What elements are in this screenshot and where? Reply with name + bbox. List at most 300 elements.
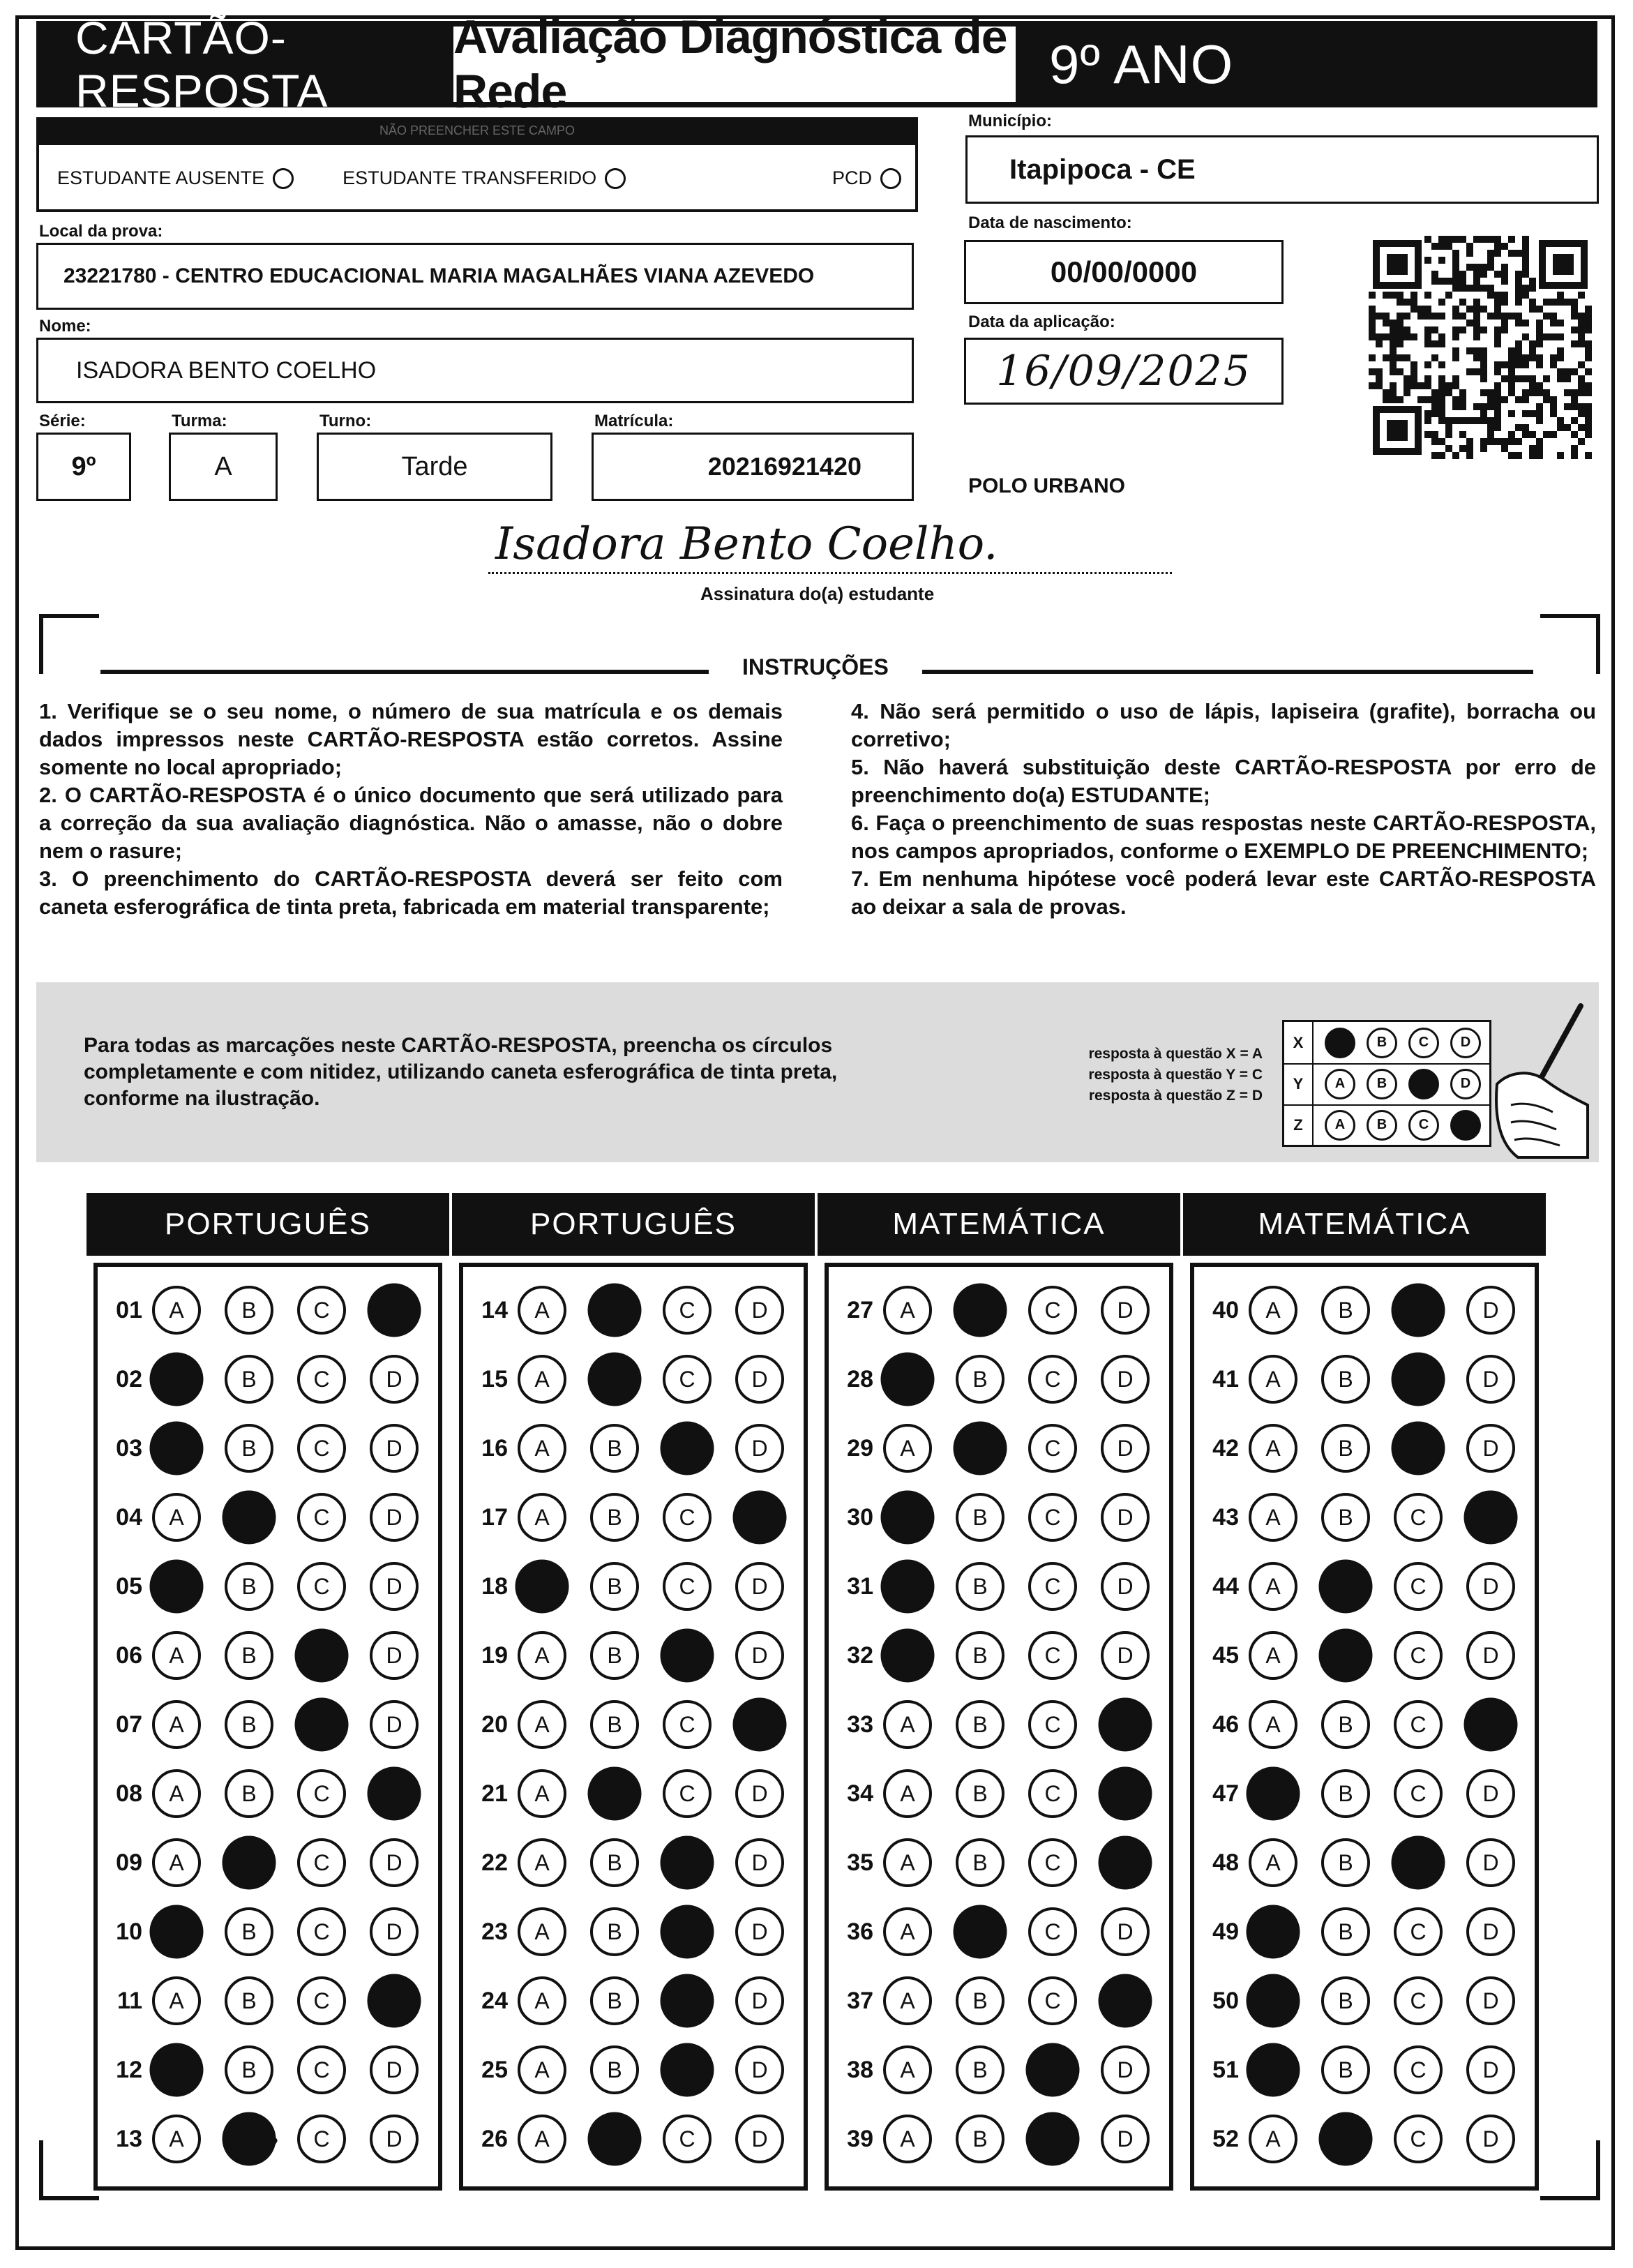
answer-bubble[interactable]: A — [518, 1769, 566, 1818]
answer-bubble[interactable]: A — [1249, 1355, 1297, 1404]
qr-module — [1438, 333, 1445, 340]
qr-module — [1369, 320, 1376, 326]
qr-module — [1557, 424, 1564, 431]
qr-module — [1480, 347, 1487, 354]
qr-module — [1578, 313, 1585, 320]
nome-label: Nome: — [39, 317, 91, 336]
answer-bubble[interactable]: B — [956, 2115, 1004, 2163]
answer-bubble[interactable]: C — [297, 1424, 346, 1473]
answer-bubble[interactable]: A — [1249, 1286, 1297, 1335]
qr-module — [1459, 326, 1466, 333]
answer-bubble-filled[interactable]: A — [150, 1353, 204, 1406]
answer-bubble[interactable]: B — [590, 1976, 639, 2025]
question-row — [102, 1973, 419, 2029]
answer-bubble[interactable]: D — [735, 1838, 784, 1887]
answer-bubble-filled[interactable]: B — [1319, 1560, 1373, 1614]
answer-bubble[interactable]: B — [956, 1562, 1004, 1611]
answer-bubble[interactable]: D — [1101, 2045, 1150, 2094]
answer-bubble[interactable]: B — [1321, 2045, 1370, 2094]
answer-bubble[interactable]: A — [518, 1700, 566, 1749]
qr-module — [1438, 236, 1445, 243]
answer-bubble[interactable]: B — [590, 1562, 639, 1611]
answer-bubble[interactable]: A — [883, 1424, 932, 1473]
qr-module — [1410, 375, 1417, 382]
qr-module — [1501, 375, 1508, 382]
instructions-title: INSTRUÇÕES — [709, 654, 922, 680]
answer-bubble[interactable]: D — [735, 2045, 784, 2094]
answer-bubble[interactable]: D — [1466, 1355, 1515, 1404]
absent-circle[interactable] — [273, 168, 294, 189]
answer-bubble[interactable]: A — [152, 1769, 201, 1818]
qr-module — [1529, 347, 1536, 354]
answer-bubble[interactable]: D — [1466, 1562, 1515, 1611]
card-title — [36, 12, 448, 117]
answer-bubble-filled[interactable]: D — [1099, 1974, 1152, 2028]
answer-bubble-filled[interactable]: D — [368, 1767, 421, 1821]
answer-bubble[interactable]: A — [1249, 1631, 1297, 1680]
question-row — [467, 1766, 784, 1822]
answer-bubble[interactable]: D — [735, 1562, 784, 1611]
answer-bubble[interactable]: A — [518, 1355, 566, 1404]
answer-bubble[interactable]: B — [956, 1976, 1004, 2025]
answer-bubble-filled[interactable]: A — [1247, 2043, 1300, 2097]
qr-module — [1459, 389, 1466, 396]
answer-bubble[interactable]: B — [956, 1631, 1004, 1680]
answer-bubble[interactable]: D — [370, 1493, 419, 1542]
qr-module — [1508, 347, 1515, 354]
answer-bubble[interactable]: C — [1028, 1838, 1077, 1887]
answer-bubble[interactable]: D — [370, 1838, 419, 1887]
qr-module — [1515, 278, 1522, 285]
question-row — [1198, 1559, 1515, 1614]
qr-module — [1508, 431, 1515, 438]
qr-module — [1431, 313, 1438, 320]
answer-bubble[interactable]: C — [297, 1286, 346, 1335]
answer-bubble-filled[interactable]: B — [588, 1767, 642, 1821]
qr-module — [1585, 417, 1592, 424]
qr-module — [1410, 382, 1417, 389]
answer-bubble[interactable]: B — [1321, 1286, 1370, 1335]
answer-bubble[interactable]: D — [370, 1424, 419, 1473]
answer-bubble-filled[interactable]: C — [661, 1629, 714, 1683]
qr-module — [1557, 452, 1564, 459]
answer-bubble[interactable]: B — [956, 2045, 1004, 2094]
answer-bubble[interactable]: B — [1321, 1976, 1370, 2025]
answer-bubble-filled[interactable]: B — [588, 1284, 642, 1337]
answer-bubble-filled[interactable]: C — [1392, 1836, 1445, 1890]
answer-bubble[interactable]: C — [663, 1562, 712, 1611]
answer-bubble-filled[interactable]: C — [661, 1974, 714, 2028]
question-row — [833, 1420, 1150, 1476]
question-number: 25 — [481, 2056, 508, 2083]
answer-bubble-filled[interactable]: B — [954, 1284, 1007, 1337]
answer-bubble[interactable]: A — [518, 1286, 566, 1335]
answer-bubble[interactable]: C — [1394, 1631, 1443, 1680]
municipio-label: Município: — [968, 112, 1052, 130]
answer-bubble[interactable]: C — [1028, 1700, 1077, 1749]
answer-bubble[interactable]: A — [518, 2115, 566, 2163]
answer-bubble-filled[interactable]: B — [1319, 2112, 1373, 2166]
answer-bubble[interactable]: A — [152, 1700, 201, 1749]
answer-bubble[interactable]: B — [590, 1631, 639, 1680]
qr-module — [1452, 250, 1459, 257]
qr-module — [1438, 452, 1445, 459]
answer-bubble[interactable]: C — [297, 2045, 346, 2094]
answer-bubble[interactable]: D — [735, 1907, 784, 1956]
answer-bubble[interactable]: D — [370, 2115, 419, 2163]
answer-bubble[interactable]: C — [1028, 1286, 1077, 1335]
transferred-circle[interactable] — [605, 168, 626, 189]
answer-bubble[interactable]: C — [663, 1493, 712, 1542]
answer-bubble-filled[interactable]: C — [295, 1629, 349, 1683]
answer-bubble[interactable]: B — [590, 1838, 639, 1887]
answer-bubble-filled[interactable]: C — [1392, 1422, 1445, 1475]
answer-bubble-filled[interactable]: B — [954, 1905, 1007, 1959]
answer-bubble[interactable]: C — [297, 1976, 346, 2025]
question-row — [467, 1697, 784, 1752]
answer-bubble-filled[interactable]: C — [1026, 2043, 1080, 2097]
qr-module — [1536, 438, 1543, 445]
answer-bubble[interactable]: D — [1466, 1907, 1515, 1956]
answer-bubble-filled[interactable]: D — [368, 1974, 421, 2028]
answer-bubble-filled[interactable]: A — [1247, 1905, 1300, 1959]
question-row — [1198, 2042, 1515, 2098]
answer-bubble-filled[interactable]: B — [223, 1836, 276, 1890]
answer-bubble[interactable]: A — [1249, 1424, 1297, 1473]
question-row — [102, 1904, 419, 1960]
answer-bubble-filled[interactable]: D — [733, 1698, 787, 1752]
answer-bubble[interactable]: A — [518, 1907, 566, 1956]
answer-bubble[interactable]: B — [225, 1769, 273, 1818]
answer-bubble[interactable]: D — [735, 1976, 784, 2025]
answer-bubble[interactable]: A — [883, 1838, 932, 1887]
qr-module — [1501, 445, 1508, 452]
answer-bubble[interactable]: D — [1466, 2045, 1515, 2094]
answer-bubble[interactable]: A — [518, 1631, 566, 1680]
answer-bubble[interactable]: D — [370, 1562, 419, 1611]
qr-module — [1543, 313, 1550, 320]
answer-bubble[interactable]: B — [1321, 1700, 1370, 1749]
answer-bubble[interactable]: C — [1394, 1700, 1443, 1749]
answer-bubble[interactable]: D — [1101, 1631, 1150, 1680]
answer-bubble[interactable]: C — [1394, 1769, 1443, 1818]
qr-module — [1473, 320, 1480, 326]
qr-module — [1417, 382, 1424, 389]
answer-bubble[interactable]: C — [297, 1769, 346, 1818]
answer-bubble-filled[interactable]: C — [661, 2043, 714, 2097]
answer-bubble[interactable]: A — [1249, 1838, 1297, 1887]
answer-bubble-filled[interactable]: A — [881, 1353, 935, 1406]
answer-bubble-filled[interactable]: B — [954, 1422, 1007, 1475]
answer-bubble-filled[interactable]: C — [1026, 2112, 1080, 2166]
grade-title — [1021, 21, 1597, 107]
answer-bubble[interactable]: D — [1101, 1355, 1150, 1404]
answer-bubble[interactable]: A — [518, 2045, 566, 2094]
qr-module — [1550, 396, 1557, 403]
answer-bubble-filled[interactable]: C — [295, 1698, 349, 1752]
answer-bubble[interactable]: B — [590, 1700, 639, 1749]
answer-bubble[interactable]: D — [1101, 2115, 1150, 2163]
answer-bubble[interactable]: D — [735, 1769, 784, 1818]
answer-bubble[interactable]: A — [883, 1769, 932, 1818]
answer-bubble[interactable]: A — [883, 1907, 932, 1956]
answer-bubble[interactable]: B — [956, 1700, 1004, 1749]
answer-bubble-filled[interactable]: D — [1099, 1836, 1152, 1890]
answer-bubble-filled[interactable]: B — [588, 1353, 642, 1406]
answer-bubble[interactable]: D — [1466, 1631, 1515, 1680]
answer-bubble[interactable]: C — [663, 2115, 712, 2163]
answer-bubble[interactable]: D — [1466, 1769, 1515, 1818]
answer-bubble[interactable]: D — [370, 1700, 419, 1749]
answer-bubble[interactable]: C — [663, 1700, 712, 1749]
answer-bubble[interactable]: C — [1394, 1976, 1443, 2025]
answer-bubble[interactable]: D — [735, 2115, 784, 2163]
answer-bubble[interactable]: A — [152, 1631, 201, 1680]
answer-bubble[interactable]: B — [956, 1769, 1004, 1818]
qr-module — [1397, 340, 1404, 347]
example-bubble-filled: D — [1450, 1110, 1481, 1141]
qr-module — [1459, 278, 1466, 285]
qr-module — [1585, 326, 1592, 333]
answer-bubble-filled[interactable]: B — [223, 1491, 276, 1545]
answer-bubble-filled[interactable]: C — [661, 1836, 714, 1890]
aplicacao-label: Data da aplicação: — [968, 313, 1115, 331]
qr-module — [1508, 354, 1515, 361]
qr-module — [1466, 347, 1473, 354]
answer-bubble[interactable]: B — [956, 1838, 1004, 1887]
answer-bubble[interactable]: C — [1028, 1769, 1077, 1818]
local-value: 23221780 - CENTRO EDUCACIONAL MARIA MAGALHÃES VIANA AZEVEDO — [63, 264, 815, 287]
answer-bubble[interactable]: B — [956, 1493, 1004, 1542]
answer-bubble[interactable]: C — [1394, 1493, 1443, 1542]
answer-bubble[interactable]: D — [1101, 1286, 1150, 1335]
answer-bubble-filled[interactable]: C — [661, 1422, 714, 1475]
answer-bubble[interactable]: A — [1249, 2115, 1297, 2163]
qr-module — [1438, 382, 1445, 389]
qr-module — [1487, 285, 1494, 292]
qr-module — [1529, 278, 1536, 285]
answer-bubble[interactable]: D — [1466, 1976, 1515, 2025]
answer-bubble[interactable]: B — [590, 1493, 639, 1542]
answer-bubble[interactable]: B — [1321, 1493, 1370, 1542]
question-row — [1198, 1973, 1515, 2029]
qr-module — [1585, 354, 1592, 361]
qr-module — [1369, 333, 1376, 340]
answer-bubble[interactable]: D — [1466, 2115, 1515, 2163]
answer-bubble[interactable]: B — [1321, 1424, 1370, 1473]
answer-bubble[interactable]: B — [225, 2045, 273, 2094]
answer-bubble[interactable]: C — [297, 1562, 346, 1611]
answer-bubble[interactable]: C — [663, 1355, 712, 1404]
answer-bubble[interactable]: B — [1321, 1769, 1370, 1818]
answer-bubble[interactable]: B — [225, 1631, 273, 1680]
answer-bubble[interactable]: C — [297, 1355, 346, 1404]
answer-bubble[interactable]: A — [518, 1424, 566, 1473]
answer-bubble-filled[interactable]: B — [1319, 1629, 1373, 1683]
answer-bubble[interactable]: C — [1394, 2045, 1443, 2094]
answer-bubble-filled[interactable]: A — [150, 2043, 204, 2097]
question-number: 10 — [116, 1918, 142, 1945]
answer-bubble-filled[interactable]: C — [1392, 1284, 1445, 1337]
answer-bubble[interactable]: C — [1394, 1907, 1443, 1956]
answer-bubble[interactable]: B — [590, 1424, 639, 1473]
question-number: 06 — [116, 1642, 142, 1669]
answer-bubble[interactable]: B — [225, 1562, 273, 1611]
answer-bubble[interactable]: A — [883, 1700, 932, 1749]
qr-module — [1487, 424, 1494, 431]
qr-module — [1487, 417, 1494, 424]
answer-bubble-filled[interactable]: A — [516, 1560, 569, 1614]
qr-module — [1473, 278, 1480, 285]
answer-bubble[interactable]: B — [1321, 1355, 1370, 1404]
answer-bubble[interactable]: A — [1249, 1700, 1297, 1749]
answer-bubble[interactable]: A — [152, 1838, 201, 1887]
answer-bubble[interactable]: B — [590, 1907, 639, 1956]
qr-module — [1410, 368, 1417, 375]
answer-bubble[interactable]: D — [370, 1355, 419, 1404]
answer-bubble[interactable]: D — [1101, 1562, 1150, 1611]
qr-module — [1529, 285, 1536, 292]
answer-bubble[interactable]: D — [1101, 1907, 1150, 1956]
answer-bubble[interactable]: D — [1466, 1424, 1515, 1473]
answer-bubble-filled[interactable]: B — [223, 2112, 276, 2166]
qr-module — [1487, 264, 1494, 271]
example-bubble: C — [1408, 1110, 1439, 1141]
answer-bubble[interactable]: D — [1466, 1838, 1515, 1887]
answer-bubble-filled[interactable]: A — [881, 1629, 935, 1683]
qr-module — [1466, 250, 1473, 257]
answer-bubble-filled[interactable]: D — [1464, 1491, 1518, 1545]
answer-bubble-filled[interactable]: A — [1247, 1767, 1300, 1821]
qr-module — [1445, 292, 1452, 299]
answer-bubble[interactable]: C — [1394, 1562, 1443, 1611]
answer-bubble[interactable]: C — [297, 2115, 346, 2163]
answer-bubble[interactable]: B — [225, 1976, 273, 2025]
qr-module — [1515, 320, 1522, 326]
qr-module — [1390, 320, 1397, 326]
answer-bubble[interactable]: B — [225, 1286, 273, 1335]
qr-module — [1522, 320, 1529, 326]
qr-module — [1376, 368, 1383, 375]
answer-bubble-filled[interactable]: A — [150, 1905, 204, 1959]
qr-module — [1585, 452, 1592, 459]
answer-bubble[interactable]: B — [956, 1355, 1004, 1404]
transferred-label: ESTUDANTE TRANSFERIDO — [343, 167, 597, 188]
qr-module — [1431, 326, 1438, 333]
answer-bubble[interactable]: A — [152, 1976, 201, 2025]
answer-bubble[interactable]: D — [735, 1424, 784, 1473]
answer-bubble-filled[interactable]: A — [150, 1422, 204, 1475]
answer-bubble[interactable]: D — [370, 1907, 419, 1956]
answer-bubble[interactable]: A — [518, 1976, 566, 2025]
answer-bubble[interactable]: A — [152, 1286, 201, 1335]
answer-bubble[interactable]: A — [1249, 1562, 1297, 1611]
answer-bubble[interactable]: C — [1028, 1907, 1077, 1956]
qr-module — [1452, 333, 1459, 340]
qr-module — [1585, 431, 1592, 438]
answer-bubble[interactable]: A — [883, 2115, 932, 2163]
answer-bubble-filled[interactable]: C — [1392, 1353, 1445, 1406]
answer-bubble[interactable]: B — [225, 1355, 273, 1404]
answer-bubble[interactable]: D — [1101, 1493, 1150, 1542]
answer-bubble[interactable]: C — [1394, 2115, 1443, 2163]
pcd-circle[interactable] — [880, 168, 901, 189]
answer-bubble-filled[interactable]: A — [881, 1560, 935, 1614]
answer-bubble[interactable]: B — [1321, 1838, 1370, 1887]
qr-module — [1438, 389, 1445, 396]
answer-bubble[interactable]: B — [590, 2045, 639, 2094]
answer-bubble[interactable]: D — [735, 1631, 784, 1680]
answer-bubble-filled[interactable]: C — [661, 1905, 714, 1959]
answer-bubble-filled[interactable]: D — [1099, 1767, 1152, 1821]
answer-bubble[interactable]: B — [225, 1700, 273, 1749]
example-text: Para todas as marcações neste CARTÃO-RESPOSTA, preencha os círculos completamente e com nitidez, utilizando caneta esferográfica de tinta preta, conforme na ilustração. — [84, 1034, 838, 1110]
answer-bubble[interactable]: C — [1028, 1631, 1077, 1680]
answer-bubble[interactable]: A — [883, 1286, 932, 1335]
answer-bubble[interactable]: A — [518, 1493, 566, 1542]
qr-module — [1585, 313, 1592, 320]
qr-module — [1390, 361, 1397, 368]
answer-bubble[interactable]: C — [297, 1838, 346, 1887]
answer-bubble[interactable]: C — [663, 1769, 712, 1818]
answer-bubble[interactable]: A — [518, 1838, 566, 1887]
answer-bubble[interactable]: C — [663, 1286, 712, 1335]
qr-module — [1466, 452, 1473, 459]
answer-bubble[interactable]: A — [152, 2115, 201, 2163]
status-options — [39, 145, 915, 189]
qr-module — [1452, 347, 1459, 354]
answer-bubble[interactable]: C — [1028, 1355, 1077, 1404]
answer-bubble[interactable]: D — [370, 2045, 419, 2094]
answer-bubble[interactable]: C — [1028, 1562, 1077, 1611]
answer-bubble[interactable]: C — [1028, 1493, 1077, 1542]
qr-module — [1397, 299, 1404, 306]
answer-bubble[interactable]: C — [1028, 1424, 1077, 1473]
answer-bubble[interactable]: D — [735, 1355, 784, 1404]
answer-bubble[interactable]: A — [883, 1976, 932, 2025]
answer-bubble-filled[interactable]: D — [1464, 1698, 1518, 1752]
qr-module — [1431, 438, 1438, 445]
answer-bubble[interactable]: C — [297, 1493, 346, 1542]
answer-bubble[interactable]: D — [735, 1286, 784, 1335]
example-bubble: C — [1408, 1028, 1439, 1058]
answer-bubble[interactable]: D — [1466, 1286, 1515, 1335]
answer-bubble[interactable]: B — [225, 1907, 273, 1956]
answer-bubble[interactable]: B — [1321, 1907, 1370, 1956]
answer-bubble[interactable]: D — [370, 1631, 419, 1680]
answer-bubble[interactable]: A — [1249, 1493, 1297, 1542]
answer-bubble[interactable]: C — [1028, 1976, 1077, 2025]
qr-module — [1452, 326, 1459, 333]
answer-bubble[interactable]: C — [297, 1907, 346, 1956]
answer-bubble[interactable]: A — [883, 2045, 932, 2094]
answer-bubble-filled[interactable]: A — [1247, 1974, 1300, 2028]
qr-module — [1564, 299, 1571, 306]
answer-bubble-filled[interactable]: D — [368, 1284, 421, 1337]
qr-module — [1571, 340, 1578, 347]
question-number: 27 — [847, 1296, 873, 1323]
answer-bubble-filled[interactable]: B — [588, 2112, 642, 2166]
answer-bubble[interactable]: D — [1101, 1424, 1150, 1473]
answer-bubble-filled[interactable]: A — [881, 1491, 935, 1545]
qr-module — [1438, 257, 1445, 264]
answer-bubble-filled[interactable]: A — [150, 1560, 204, 1614]
answer-bubble[interactable]: A — [152, 1493, 201, 1542]
answer-bubble-filled[interactable]: D — [1099, 1698, 1152, 1752]
question-number: 50 — [1212, 1987, 1239, 2014]
answer-bubble-filled[interactable]: D — [733, 1491, 787, 1545]
answer-bubble[interactable]: B — [225, 1424, 273, 1473]
